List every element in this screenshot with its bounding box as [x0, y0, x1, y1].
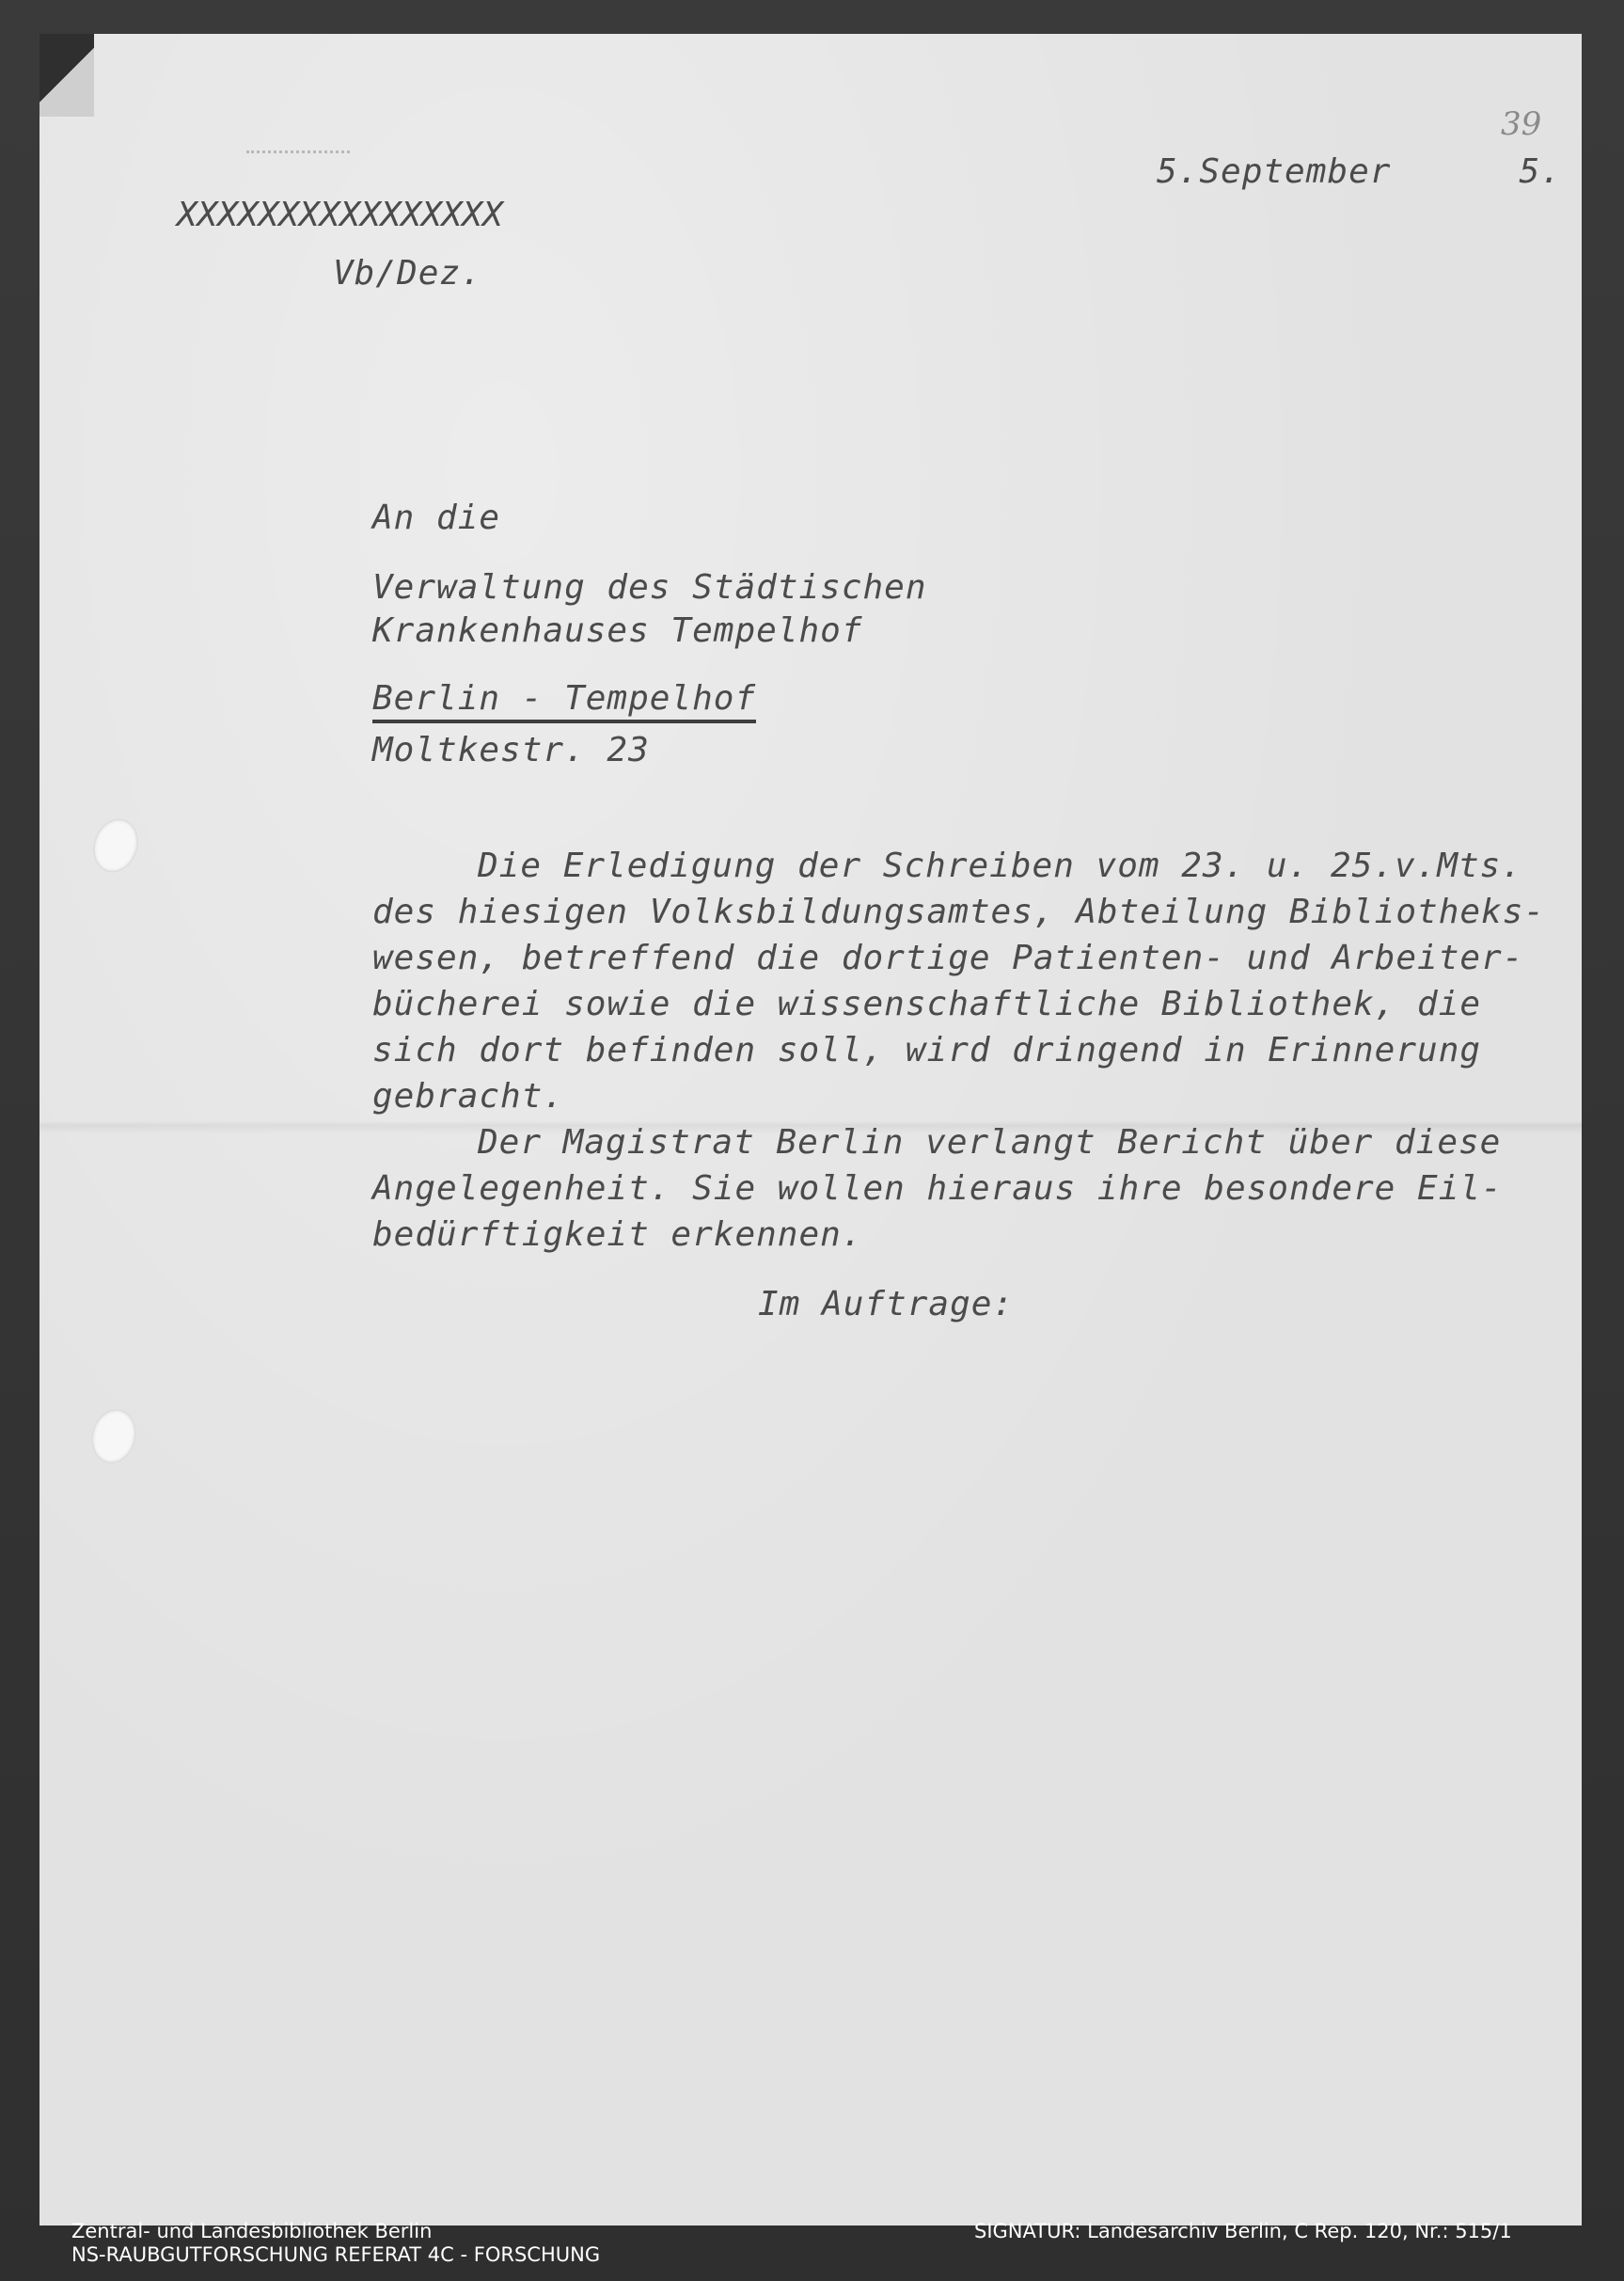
body-line: des hiesigen Volksbildungsamtes, Abteilung Bibliotheks-: [372, 893, 1546, 931]
body-line: bedürftigkeit erkennen.: [372, 1215, 863, 1254]
address-city: Berlin - Tempelhof: [372, 679, 756, 723]
faint-stamp-mark: [246, 150, 350, 165]
footer-department: NS-RAUBGUTFORSCHUNG REFERAT 4C - FORSCHUNG: [71, 2243, 601, 2266]
address-street: Moltkestr. 23: [372, 731, 650, 769]
body-line: gebracht.: [372, 1077, 565, 1116]
closing-line: Im Auftrage:: [758, 1285, 1015, 1323]
body-line: sich dort befinden soll, wird dringend in Erinnerung: [372, 1031, 1482, 1069]
footer-signature-reference: [974, 2220, 1512, 2243]
letter-body: [372, 843, 1557, 1258]
body-line: wesen, betreffend die dortige Patienten- und Arbeiter-: [372, 939, 1524, 977]
body-line: Die Erledigung der Schreiben vom 23. u. 25.v.Mts.: [478, 847, 1523, 885]
department-reference: Vb/Dez.: [333, 254, 482, 293]
crossed-out-line: XXXXXXXXXXXXXXXX: [177, 196, 503, 234]
address-recipient-line-2: Krankenhauses Tempelhof: [372, 611, 863, 650]
footer-library-name: Zentral- und Landesbibliothek Berlin: [71, 2220, 433, 2242]
body-line: bücherei sowie die wissenschaftliche Bibliothek, die: [372, 985, 1482, 1023]
recipient-address: [372, 497, 927, 772]
address-recipient-line-1: Verwaltung des Städtischen: [372, 568, 927, 607]
footer-archive-credit: [71, 2220, 600, 2267]
body-line: Angelegenheit. Sie wollen hieraus ihre besondere Eil-: [372, 1169, 1503, 1208]
body-line: Der Magistrat Berlin verlangt Bericht über diese: [478, 1123, 1502, 1162]
folded-corner: [39, 34, 94, 117]
date-line: 5.September 5.: [1157, 152, 1562, 191]
address-salutation: An die: [372, 499, 501, 537]
footer-signatur: SIGNATUR: Landesarchiv Berlin, C Rep. 120, Nr.: 515/1: [974, 2220, 1512, 2242]
folio-number: 39: [1501, 105, 1542, 143]
